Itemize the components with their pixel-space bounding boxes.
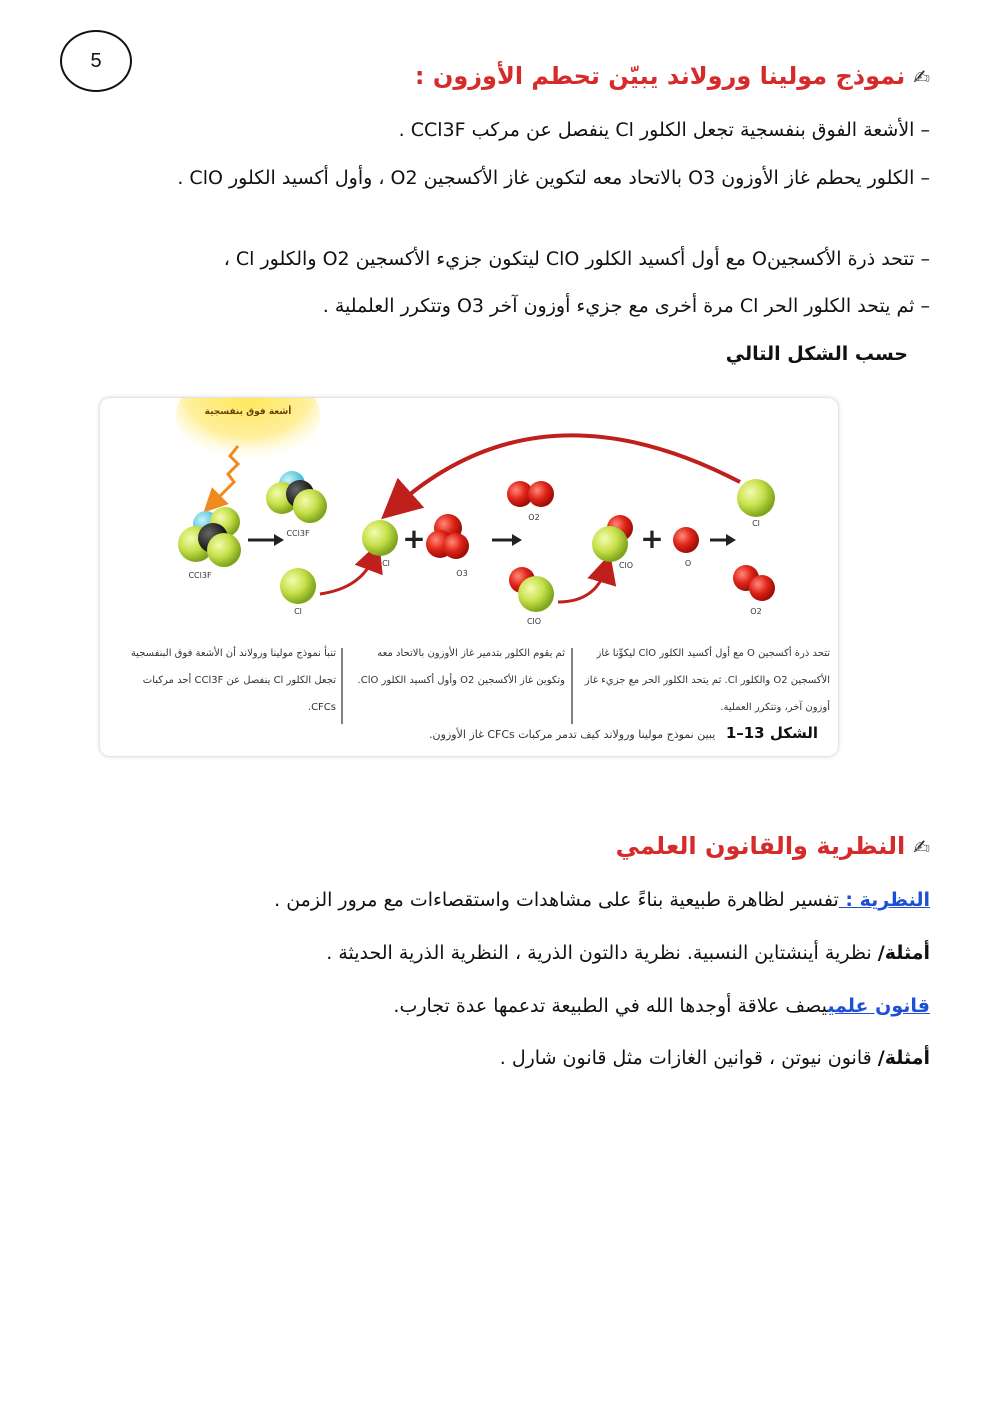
plus-sign-1: +: [402, 522, 426, 555]
o-atom: [673, 527, 699, 553]
plus-sign-2: +: [640, 522, 664, 555]
theory-definition: [80, 884, 930, 916]
ccl3-fragment-molecule: [266, 471, 327, 523]
figure-label: الشكل 13–1: [725, 724, 818, 742]
label-o2-top: O2: [528, 513, 540, 522]
theory-examples-text: نظرية أينشتاين النسبية. نظرية دالتون الذرية ، النظرية الذرية الحديثة .: [326, 942, 878, 964]
ozone-heading-text: نموذج مولينا ورولاند يبيّن تحطم الأوزون :: [414, 62, 906, 90]
curve-arrow-cl: [320, 556, 374, 594]
label-o3: O3: [456, 569, 468, 578]
label-clo-right: ClO: [618, 561, 634, 570]
ccl3f-molecule: [178, 507, 241, 567]
ozone-line-1: – الأشعة الفوق بنفسجية تجعل الكلور Cl ينفصل عن مركب CCl3F .: [398, 119, 930, 141]
curve-arrow-clo: [558, 568, 606, 602]
label-ccl3f-arrow: CCl3F: [286, 529, 310, 538]
caption-col-2: ثم يقوم الكلور بتدمير غاز الأوزون بالاتحاد معه وتكوين غاز الأكسجين O2 وأول أكسيد الكلور ClO.: [357, 648, 565, 686]
o3-molecule: [426, 514, 469, 559]
ozone-line-4: – ثم يتحد الكلور الحر Cl مرة أخرى مع جزيء أوزون آخر O3 وتتكرر العلملية .: [322, 295, 930, 317]
ozone-figure: [100, 398, 838, 756]
section-ozone-heading: [415, 62, 930, 90]
theory-examples-label: أمثلة/: [877, 942, 930, 964]
law-definition: [80, 990, 930, 1022]
cl-atom-top-right: [737, 479, 775, 517]
reaction-arrowhead-3: [726, 534, 736, 546]
label-cl-free: Cl: [294, 607, 302, 616]
label-ccl3f-left: CCl3F: [188, 571, 212, 580]
law-definition-text: يصف علاقة أوجدها الله في الطبيعة تدعمها عدة تجارب.: [393, 995, 828, 1017]
cl-atom-free: [280, 568, 316, 604]
caption-col-1: تتحد ذرة أكسجين O مع أول أكسيد الكلور ClO ليكوِّنا غاز الأكسجين O2 والكلور Cl. ثم يتحد الكلور الحر مع جزيء غاز أوزون آخر، وتتكرر العملية.: [584, 648, 830, 713]
theory-separator: :: [838, 889, 860, 911]
law-term: قانون علمي: [827, 995, 930, 1017]
label-cl-top-right: Cl: [752, 519, 760, 528]
figure-caption: [429, 724, 818, 742]
label-cl-center: Cl: [382, 559, 390, 568]
theory-heading-text: النظرية والقانون العلمي: [615, 832, 906, 860]
label-clo-bottom: ClO: [526, 617, 542, 626]
ozone-line-2: – الكلور يحطم غاز الأوزون O3 بالاتحاد معه لتكوين غاز الأكسجين O2 ، وأول أكسيد الكلور ClO .: [177, 167, 930, 189]
o2-molecule-bottom-right: [733, 565, 775, 601]
figure-title: يبين نموذج مولينا ورولاند كيف تدمر مركبات CFCs غاز الأوزون.: [429, 728, 716, 741]
return-arc-arrow: [396, 435, 740, 506]
label-o2-bottom-right: O2: [750, 607, 762, 616]
clo-molecule-right: [592, 515, 633, 562]
uv-label: أشعة فوق بنفسجية: [204, 407, 292, 417]
law-examples-text: قانون نيوتن ، قوانين الغازات مثل قانون شارل .: [499, 1047, 878, 1069]
law-examples: [80, 1042, 930, 1074]
reaction-arrowhead-2: [512, 534, 522, 546]
section-theory-heading: [616, 832, 930, 860]
ozone-line-3: – تتحد ذرة الأكسجينO مع أول أكسيد الكلور ClO ليتكون جزيء الأكسجين O2 والكلور Cl ،: [223, 248, 930, 270]
reaction-arrowhead-1: [274, 534, 284, 546]
label-o-atom: O: [684, 559, 692, 568]
caption-col-3: تنبأ نموذج مولينا ورولاند أن الأشعة فوق البنفسجية تجعل الكلور Cl ينفصل عن CCl3F أحد مركبات CFCs.: [130, 648, 336, 713]
theory-term: النظرية: [859, 889, 930, 911]
law-examples-label: أمثلة/: [877, 1047, 930, 1069]
pen-icon: ✍: [913, 65, 930, 89]
clo-molecule-bottom: [509, 567, 554, 612]
cl-atom-center: [362, 520, 398, 556]
page-number: 5: [60, 30, 132, 92]
theory-examples: [80, 937, 930, 969]
figure-intro: حسب الشكل التالي: [725, 343, 908, 365]
pen-icon: ✍: [913, 835, 930, 859]
o2-molecule-top: [507, 481, 554, 507]
theory-definition-text: تفسير لظاهرة طبيعية بناءً على مشاهدات واستقصاءات مع مرور الزمن .: [274, 889, 839, 911]
